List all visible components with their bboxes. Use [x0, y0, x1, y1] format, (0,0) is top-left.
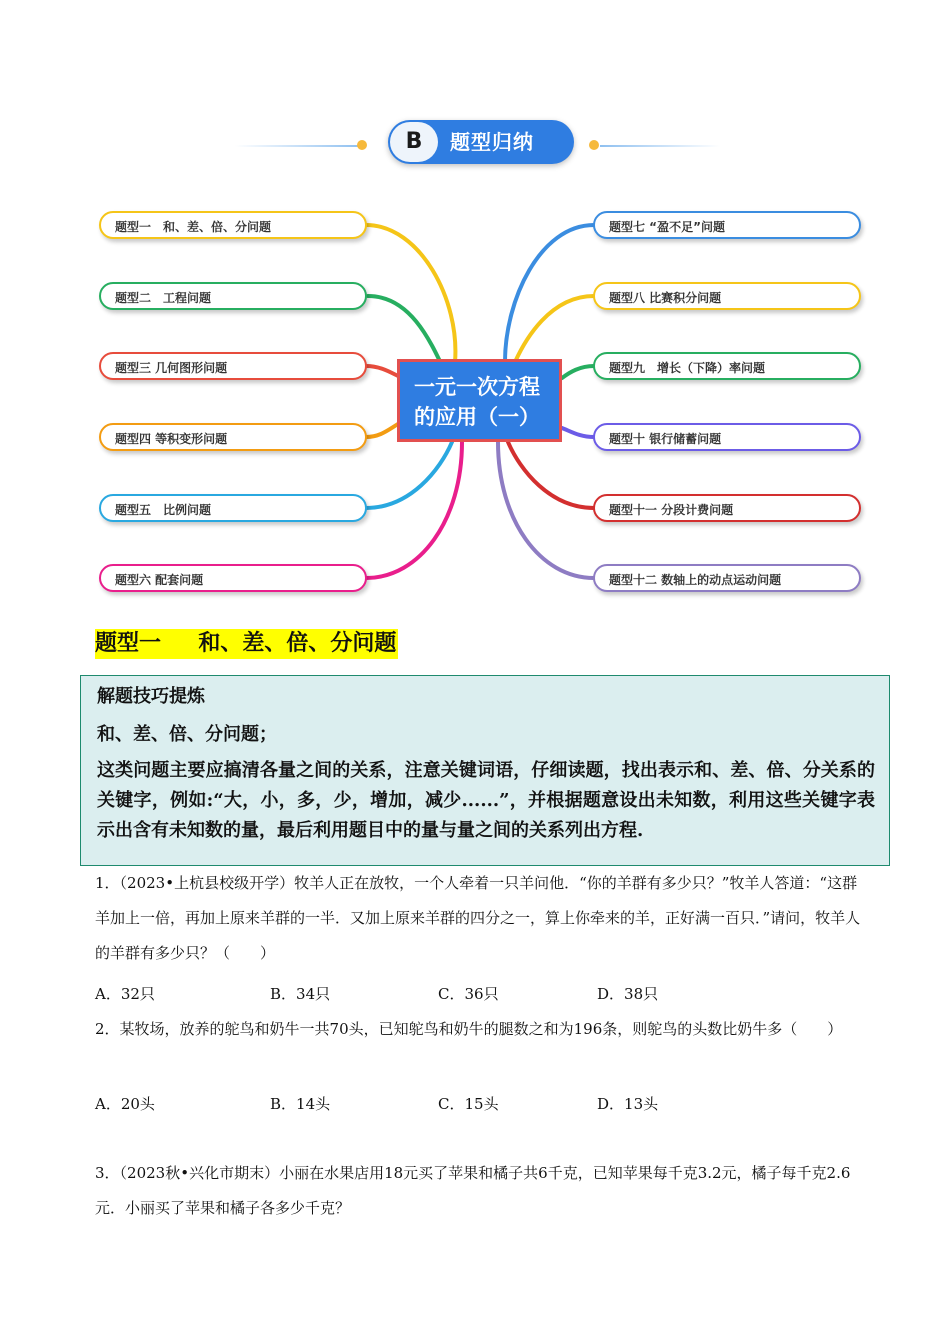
- section-heading: 题型一 和、差、倍、分问题: [95, 629, 398, 659]
- question-2-option-b: B．14头: [270, 1095, 331, 1113]
- branch-right-6: [498, 442, 594, 578]
- question-3-text: 3．（2023秋•兴化市期末）小丽在水果店用18元买了苹果和橘子共6千克，已知苹果每千克3.2元，橘子每千克2.6元．小丽买了苹果和橘子各多少千克？: [95, 1164, 851, 1217]
- mindmap-center: [397, 359, 562, 442]
- mindmap-node-left-3: 题型三 几何图形问题: [99, 352, 367, 380]
- mindmap-node-left-6: 题型六 配套问题: [99, 564, 367, 592]
- question-1-option-d: D．38只: [597, 985, 659, 1003]
- branch-left-1: [366, 225, 455, 362]
- branch-right-3: [562, 366, 594, 378]
- mindmap-node-right-1: 题型七 “盈不足”问题: [593, 211, 861, 239]
- mindmap-node-left-5: 题型五 比例问题: [99, 494, 367, 522]
- question-1-option-a: A．32只: [95, 985, 155, 1003]
- mindmap-center-line-2: 的应用（一）: [414, 405, 540, 429]
- question-2-option-a: A．20头: [95, 1095, 155, 1113]
- tips-subtitle: 和、差、倍、分问题；: [97, 724, 277, 745]
- mindmap-node-left-4: 题型四 等积变形问题: [99, 423, 367, 451]
- branch-left-4: [366, 424, 398, 437]
- question-2-text: 2．某牧场，放养的鸵鸟和奶牛一共70头，已知鸵鸟和奶牛的腿数之和为196条，则鸵鸟的头数比奶牛多（ ）: [95, 1020, 843, 1038]
- mindmap-node-right-5: 题型十一 分段计费问题: [593, 494, 861, 522]
- question-1-option-b: B．34只: [270, 985, 331, 1003]
- mindmap-node-right-6: 题型十二 数轴上的动点运动问题: [593, 564, 861, 592]
- mindmap-node-right-4: 题型十 银行储蓄问题: [593, 423, 861, 451]
- tips-box: [80, 675, 890, 866]
- branch-left-5: [366, 442, 452, 508]
- branch-left-3: [366, 366, 398, 376]
- question-1-text: 1．（2023•上杭县校级开学）牧羊人正在放牧，一个人牵着一只羊问他．“你的羊群有多少只？”牧羊人答道：“这群羊加上一倍，再加上原来羊群的一半．又加上原来羊群的四分之一，算上你牵来的羊，正好满一百只．”请问，牧羊人的羊群有多少只？（ ）: [95, 874, 861, 962]
- mindmap-node-left-2: 题型二 工程问题: [99, 282, 367, 310]
- branch-right-2: [515, 296, 594, 362]
- question-2-option-d: D．13头: [597, 1095, 659, 1113]
- mindmap-node-right-3: 题型九 增长（下降）率问题: [593, 352, 861, 380]
- branch-right-5: [508, 442, 594, 508]
- badge-title: 题型归纳: [450, 130, 534, 154]
- branch-right-1: [505, 225, 594, 362]
- badge-letter: B: [390, 122, 438, 162]
- mindmap-node-left-1: 题型一 和、差、倍、分问题: [99, 211, 367, 239]
- mindmap-center-line-1: 一元一次方程: [414, 375, 540, 399]
- tips-title: 解题技巧提炼: [97, 686, 205, 707]
- mindmap-node-right-2: 题型八 比赛积分问题: [593, 282, 861, 310]
- question-2-option-c: C．15头: [438, 1095, 499, 1113]
- branch-right-4: [562, 428, 594, 437]
- branch-left-6: [366, 442, 462, 578]
- question-1-option-c: C．36只: [438, 985, 499, 1003]
- tips-body: 这类问题主要应搞清各量之间的关系，注意关键词语，仔细读题，找出表示和、差、倍、分关系的关键字，例如:“大，小，多，少，增加，减少......”，并根据题意设出未知数，利用这些关键字表示出含有未知数的量，最后利用题目中的量与量之间的关系列出方程.: [97, 760, 875, 841]
